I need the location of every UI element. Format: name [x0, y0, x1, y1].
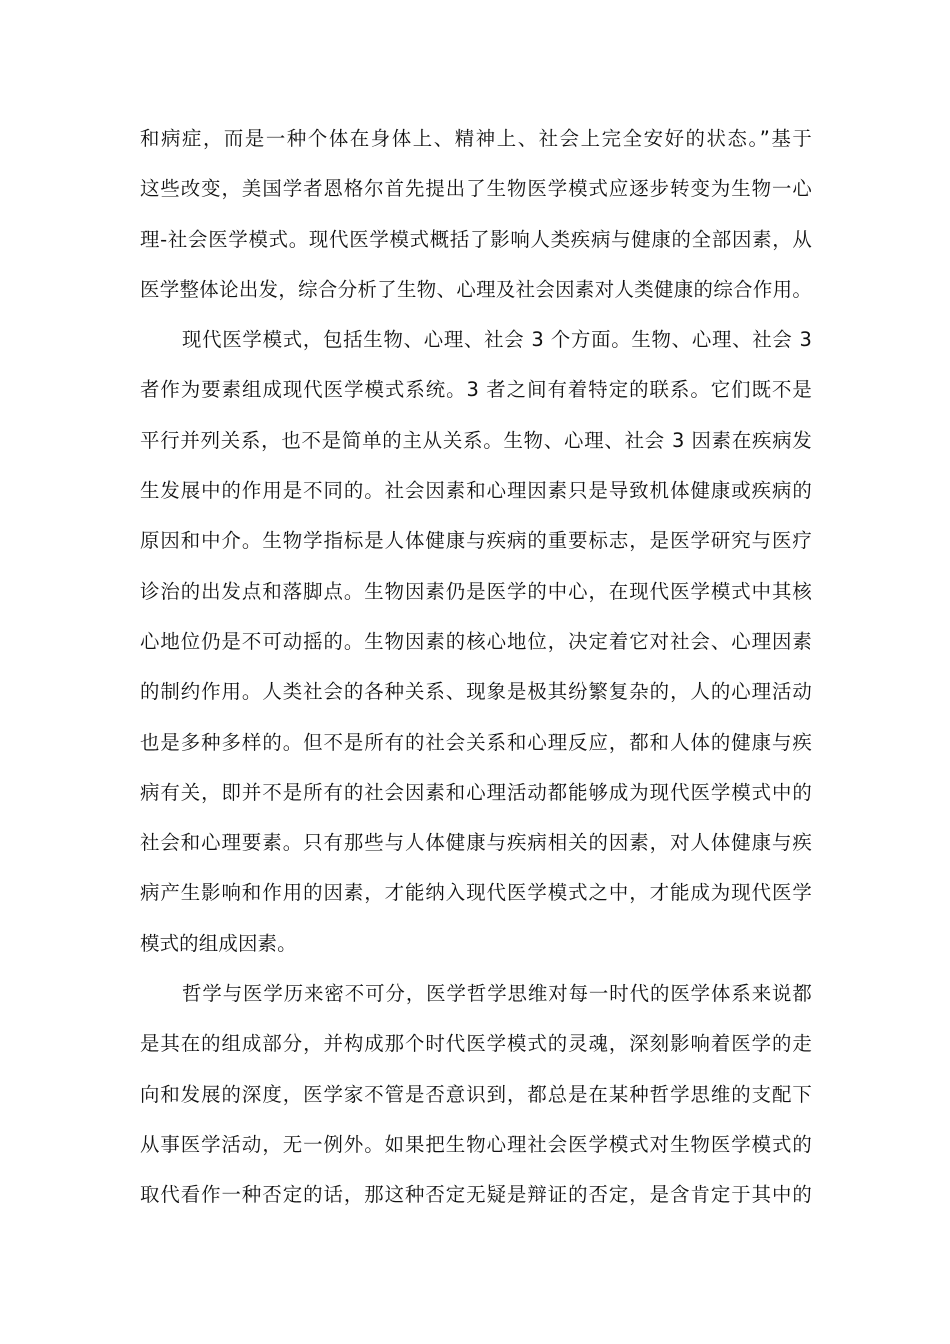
- text-line: 这些改变，美国学者恩格尔首先提出了生物医学模式应逐步转变为生物一心: [140, 177, 812, 201]
- text-line: 生发展中的作用是不同的。社会因素和心理因素只是导致机体健康或疾病的: [140, 479, 812, 503]
- text-line: 向和发展的深度，医学家不管是否意识到，都总是在某种哲学思维的支配下: [140, 1082, 812, 1106]
- text-line: 是其在的组成部分，并构成那个时代医学模式的灵魂，深刻影响着医学的走: [140, 1032, 812, 1056]
- text-line: 诊治的出发点和落脚点。生物因素仍是医学的中心，在现代医学模式中其核: [140, 579, 812, 603]
- paragraph-1: [140, 119, 812, 320]
- text-line: 心地位仍是不可动摇的。生物因素的核心地位，决定着它对社会、心理因素: [140, 629, 812, 653]
- text-line: 取代看作一种否定的话，那这种否定无疑是辩证的否定，是含肯定于其中的: [140, 1183, 812, 1207]
- paragraph-3: [140, 974, 812, 1225]
- text-line: 病有关，即并不是所有的社会因素和心理活动都能够成为现代医学模式中的: [140, 780, 812, 804]
- text-line: 也是多种多样的。但不是所有的社会关系和心理反应，都和人体的健康与疾: [140, 730, 812, 754]
- text-line: 者作为要素组成现代医学模式系统。3 者之间有着特定的联系。它们既不是: [140, 378, 812, 402]
- text-line: 的制约作用。人类社会的各种关系、现象是极其纷繁复杂的，人的心理活动: [140, 680, 812, 704]
- text-line: 社会和心理要素。只有那些与人体健康与疾病相关的因素，对人体健康与疾: [140, 831, 812, 855]
- text-line: 病产生影响和作用的因素，才能纳入现代医学模式之中，才能成为现代医学: [140, 881, 812, 905]
- text-line: 从事医学活动，无一例外。如果把生物心理社会医学模式对生物医学模式的: [140, 1132, 812, 1156]
- text-line: 哲学与医学历来密不可分，医学哲学思维对每一时代的医学体系来说都: [182, 982, 812, 1006]
- text-line: 和病症，而是一种个体在身体上、精神上、社会上完全安好的状态。”基于: [140, 127, 812, 150]
- text-line: 理-社会医学模式。现代医学模式概括了影响人类疾病与健康的全部因素，从: [140, 227, 812, 251]
- text-line: 医学整体论出发，综合分析了生物、心理及社会因素对人类健康的综合作用。: [140, 277, 812, 301]
- text-line: 平行并列关系，也不是简单的主从关系。生物、心理、社会 3 因素在疾病发: [140, 428, 812, 452]
- text-line: 原因和中介。生物学指标是人体健康与疾病的重要标志，是医学研究与医疗: [140, 529, 812, 553]
- document-body: [140, 119, 812, 1226]
- text-line: 现代医学模式，包括生物、心理、社会 3 个方面。生物、心理、社会 3: [182, 328, 812, 352]
- text-line: 模式的组成因素。: [140, 931, 297, 955]
- paragraph-2: [140, 320, 812, 974]
